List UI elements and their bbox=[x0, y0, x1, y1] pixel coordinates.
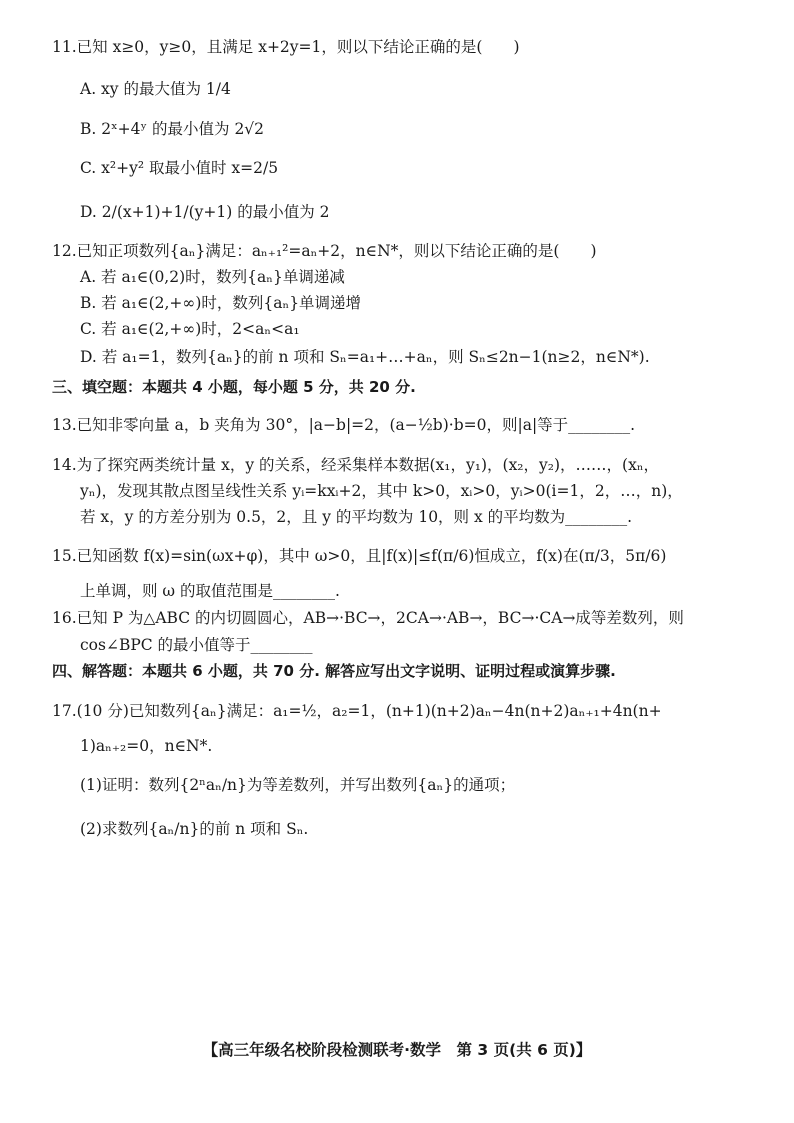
q14-line-1: 14.为了探究两类统计量 x，y 的关系，经采集样本数据(x₁，y₁)，(x₂，y₂)，……，(xₙ， bbox=[52, 456, 660, 474]
q17-part-1: (1)证明：数列{2ⁿaₙ/n}为等差数列，并写出数列{aₙ}的通项； bbox=[80, 776, 516, 794]
q12-option-c: C. 若 a₁∈(2,+∞)时，2<aₙ<a₁ bbox=[80, 320, 300, 338]
q14-line-3: 若 x，y 的方差分别为 0.5，2，且 y 的平均数为 10，则 x 的平均数为________. bbox=[80, 508, 633, 526]
q16-line-1: 16.已知 P 为△ABC 的内切圆圆心，AB→·BC→，2CA→·AB→，BC→·CA→成等差数列，则 bbox=[52, 609, 684, 627]
q11-option-c: C. x²+y² 取最小值时 x=2/5 bbox=[80, 159, 279, 177]
page-footer: 【高三年级名校阶段检测联考·数学 第 3 页(共 6 页)】 bbox=[202, 1041, 592, 1059]
q12-option-b: B. 若 a₁∈(2,+∞)时，数列{aₙ}单调递增 bbox=[80, 294, 362, 312]
q11-stem: 11.已知 x≥0，y≥0，且满足 x+2y=1，则以下结论正确的是( ) bbox=[52, 38, 520, 56]
q12-option-d: D. 若 a₁=1，数列{aₙ}的前 n 项和 Sₙ=a₁+…+aₙ，则 Sₙ≤2n−1(n≥2，n∈N*). bbox=[80, 348, 650, 366]
q13: 13.已知非零向量 a，b 夹角为 30°，|a−b|=2，(a−½b)·b=0，则|a|等于________. bbox=[52, 416, 636, 434]
q12-option-a: A. 若 a₁∈(0,2)时，数列{aₙ}单调递减 bbox=[80, 268, 345, 286]
q11-option-a: A. xy 的最大值为 1/4 bbox=[80, 80, 231, 98]
q17-line-2: 1)aₙ₊₂=0，n∈N*. bbox=[80, 737, 213, 755]
q14-line-2: yₙ)，发现其散点图呈线性关系 yᵢ=kxᵢ+2，其中 k>0，xᵢ>0，yᵢ>0(i=1，2，…，n)， bbox=[80, 482, 683, 500]
section-3-heading: 三、填空题：本题共 4 小题，每小题 5 分，共 20 分. bbox=[52, 378, 416, 396]
q17-part-2: (2)求数列{aₙ/n}的前 n 项和 Sₙ. bbox=[80, 820, 309, 838]
q15-line-2: 上单调，则 ω 的取值范围是________. bbox=[80, 582, 340, 600]
q17-line-1: 17.(10 分)已知数列{aₙ}满足：a₁=½，a₂=1，(n+1)(n+2)aₙ−4n(n+2)aₙ₊₁+4n(n+ bbox=[52, 702, 662, 720]
q15-line-1: 15.已知函数 f(x)=sin(ωx+φ)，其中 ω>0，且|f(x)|≤f(π/6)恒成立，f(x)在(π/3，5π/6) bbox=[52, 547, 667, 565]
q16-line-2: cos∠BPC 的最小值等于________ bbox=[80, 636, 313, 654]
q11-option-b: B. 2ˣ+4ʸ 的最小值为 2√2 bbox=[80, 120, 265, 138]
section-4-heading: 四、解答题：本题共 6 小题，共 70 分. 解答应写出文字说明、证明过程或演算步骤. bbox=[52, 662, 616, 680]
q12-stem: 12.已知正项数列{aₙ}满足：aₙ₊₁²=aₙ+2，n∈N*，则以下结论正确的是( ) bbox=[52, 242, 597, 260]
q11-option-d: D. 2/(x+1)+1/(y+1) 的最小值为 2 bbox=[80, 203, 330, 221]
